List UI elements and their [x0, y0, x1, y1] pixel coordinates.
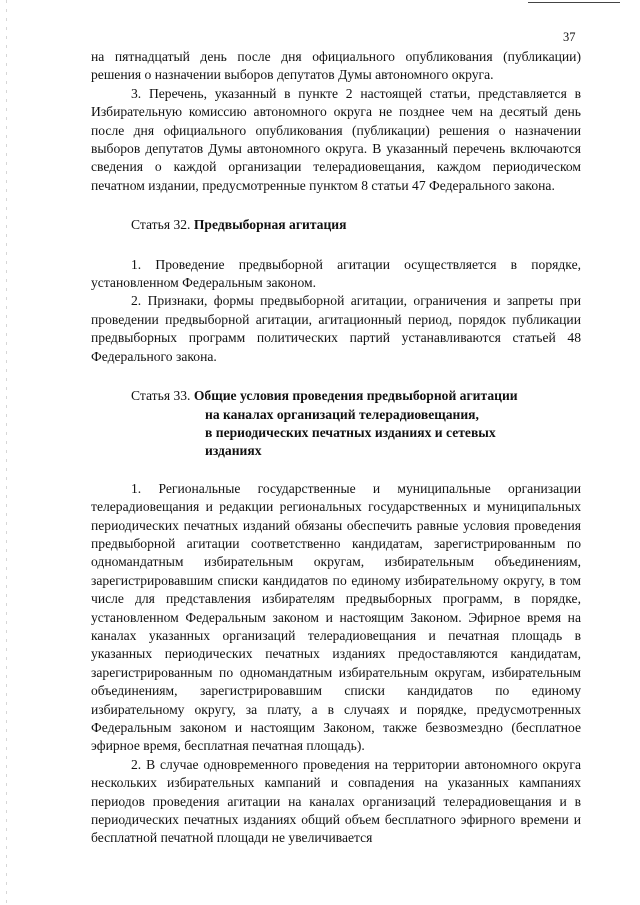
article-33-title-1: Общие условия проведения предвыборной агитации [193, 388, 518, 404]
article-32-heading [91, 216, 581, 234]
article-32-paragraph-2: 2. Признаки, формы предвыборной агитации, ограничения и запреты при проведении предвыборной агитации, агитационный период, порядок публикации предвыборных программ политических партий устанавливаются статьей 48 Федерального закона. [91, 293, 581, 364]
article-33-title-4: изданиях [205, 443, 262, 459]
page-number: 37 [563, 30, 576, 44]
paragraph-intro: на пятнадцатый день после дня официального опубликования (публикации) решения о назначении выборов депутатов Думы автономного округа. [91, 49, 581, 83]
article-32-paragraph-1: 1. Проведение предвыборной агитации осуществляется в порядке, установленном Федеральным законом. [91, 256, 581, 291]
article-33-paragraph-1: 1. Региональные государственные и муниципальные организации телерадиовещания и редакции региональных государственных и муниципальных периодических печатных изданий обязаны обеспечить равные условия проведения предвыборной агитации соответственно кандидатам, зарегистрированным по одномандатным избирательным округам, избирательным объединениям, зарегистрировавшим списки кандидатов по единому избирательному округу, в том числе для представления избирателям предвыборных программ, в порядке, установленном Федеральным законом и настоящим Законом. Эфирное время на каналах указанных организаций телерадиовещания и печатная площадь в указанных периодических печатных изданиях предоставляются кандидатам, зарегистрированным по одномандатным избирательным округам, избирательным объединениям, зарегистрировавшим списки кандидатов по единому избирательному округу, за плату, а в случаях и порядке, предусмотренных Федеральным законом и настоящим Законом, также безвозмездно (бесплатное эфирное время, бесплатная печатная площадь). [91, 480, 581, 754]
article-33-label: Статья 33. [131, 388, 194, 404]
article-33-heading [91, 387, 581, 461]
article-33-heading-line-1 [91, 387, 581, 405]
article-33-title-3: в периодических печатных изданиях и сетевых [205, 424, 496, 440]
top-rule [528, 2, 620, 3]
article-32-title: Предвыборная агитация [193, 217, 347, 233]
article-33-paragraph-2: 2. В случае одновременного проведения на территории автономного округа нескольких избирательных кампаний и совпадения на указанных кампаниях периодов проведения агитации на каналах организаций телерадиовещания и в периодических печатных изданиях общий объем бесплатного эфирного времени и бесплатной печатной площади не увеличивается [91, 756, 581, 846]
article-33-title-2: на каналах организаций телерадиовещания, [205, 406, 479, 422]
paragraph-3: 3. Перечень, указанный в пункте 2 настоящей статьи, представляется в Избирательную комиссию автономного округа не позднее чем на десятый день после дня официального опубликования (публикации) решения о назначении выборов депутатов Думы автономного округа. В указанный перечень включаются сведения о каждой организации телерадиовещания, каждом периодическом печатном издании, предусмотренные пунктом 8 статьи 47 Федерального закона. [91, 85, 581, 193]
scan-edge-artifact [6, 0, 7, 905]
article-32-label: Статья 32. [131, 217, 194, 233]
document-body [91, 48, 581, 848]
